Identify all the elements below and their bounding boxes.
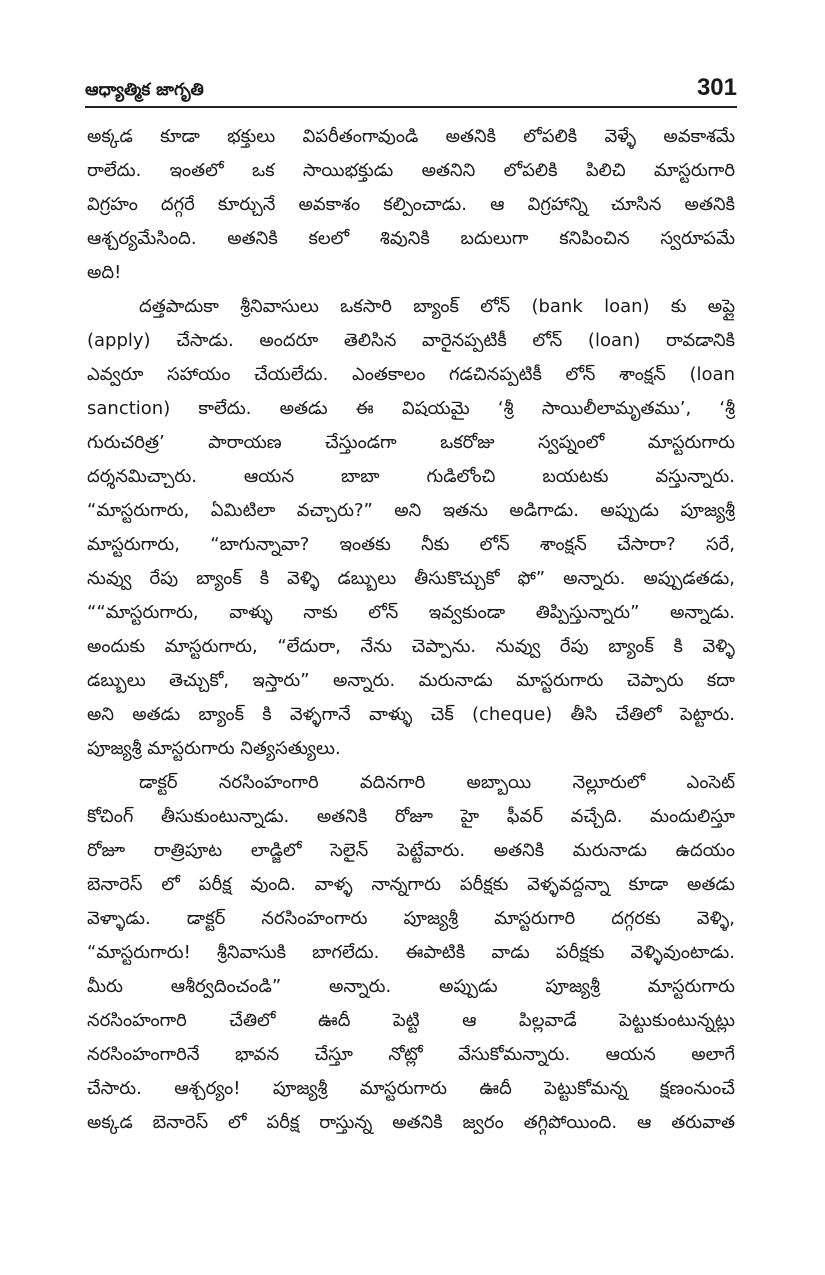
text-line: ““మాస్టరుగారు, వాళ్ళు నాకు లోన్ ఇవ్వకుండా తిప్పిస్తున్నారు” అన్నాడు.	[87, 602, 735, 623]
text-line: మాస్టరుగారు, “బాగున్నావా? ఇంతకు నీకు లోన్ శాంక్షన్ చేసారా? సరే,	[87, 534, 735, 555]
text-line: బెనారెస్ లో పరీక్ష వుంది. వాళ్ళ నాన్నగారు పరీక్షకు వెళ్ళవద్దన్నా కూడా అతడు	[87, 874, 735, 895]
text-line: డాక్టర్ నరసింహంగారి వదినగారి అబ్బాయి నెల్లూరులో ఎంసెట్	[139, 772, 735, 793]
text-line: డబ్బులు తెచ్చుకో, ఇస్తారు” అన్నారు. మరునాడు మాస్టరుగారు చెప్పారు కదా	[87, 670, 735, 691]
header-rule	[85, 106, 737, 108]
text-line: “మాస్టరుగారు! శ్రీనివాసుకి బాగలేదు. ఈపాటికి వాడు పరీక్షకు వెళ్ళివుంటాడు.	[87, 942, 735, 963]
text-line: నరసింహంగారినే భావన చేస్తూ నోట్లో వేసుకోమన్నారు. ఆయన అలాగే	[87, 1044, 735, 1065]
body-text	[87, 120, 735, 1140]
text-line: వెళ్ళాడు. డాక్టర్ నరసింహంగారు పూజ్యశ్రీ మాస్టరుగారి దగ్గరకు వెళ్ళి,	[87, 908, 735, 929]
text-line: నరసింహంగారి చేతిలో ఊదీ పెట్టి ఆ పిల్లవాడే పెట్టుకుంటున్నట్లు	[87, 1010, 735, 1031]
text-line: కోచింగ్ తీసుకుంటున్నాడు. అతనికి రోజూ హై ఫీవర్ వచ్చేది. మందులిస్తూ	[87, 806, 735, 827]
text-line: అందుకు మాస్టరుగారు, “లేదురా, నేను చెప్పాను. నువ్వు రేపు బ్యాంక్ కి వెళ్ళి	[87, 636, 735, 657]
text-line: దర్శనమిచ్చారు. ఆయన బాబా గుడిలోంచి బయటకు వస్తున్నారు.	[87, 466, 735, 487]
text-line: ఎవ్వరూ సహాయం చేయలేదు. ఎంతకాలం గడచినప్పటికీ లోన్ శాంక్షన్ (loan	[87, 364, 735, 385]
text-line: చేసారు. ఆశ్చర్యం! పూజ్యశ్రీ మాస్టరుగారు ఊదీ పెట్టుకోమన్న క్షణంనుంచే	[87, 1078, 735, 1099]
text-line: మీరు ఆశీర్వదించండి” అన్నారు. అప్పుడు పూజ్యశ్రీ మాస్టరుగారు	[87, 976, 735, 997]
text-line: అని అతడు బ్యాంక్ కి వెళ్ళగానే వాళ్ళు చెక్ (cheque) తీసి చేతిలో పెట్టారు.	[87, 704, 735, 725]
text-line: “మాస్టరుగారు, ఏమిటిలా వచ్చారు?” అని ఇతను అడిగాడు. అప్పుడు పూజ్యశ్రీ	[87, 500, 735, 521]
text-line: విగ్రహం దగ్గరే కూర్చునే అవకాశం కల్పించాడు. ఆ విగ్రహాన్ని చూసిన అతనికి	[87, 194, 735, 215]
text-line: గురుచరిత్ర’ పారాయణ చేస్తుండగా ఒకరోజు స్వప్నంలో మాస్టరుగారు	[87, 432, 735, 453]
text-line: రాలేదు. ఇంతలో ఒక సాయిభక్తుడు అతనిని లోపలికి పిలిచి మాస్టరుగారి	[87, 160, 735, 181]
text-line: అక్కడ కూడా భక్తులు విపరీతంగావుండి అతనికి లోపలికి వెళ్ళే అవకాశమే	[87, 126, 735, 147]
text-line: అది!	[87, 262, 122, 283]
text-line: నువ్వు రేపు బ్యాంక్ కి వెళ్ళి డబ్బులు తీసుకొచ్చుకో ఫో” అన్నారు. అప్పుడతడు,	[87, 568, 735, 589]
text-line: పూజ్యశ్రీ మాస్టరుగారు నిత్యసత్యులు.	[87, 738, 341, 759]
text-line: ఆశ్చర్యమేసింది. అతనికి కలలో శివునికి బదులుగా కనిపించిన స్వరూపమే	[87, 228, 735, 249]
text-line: అక్కడ బెనారెస్ లో పరీక్ష రాస్తున్న అతనికి జ్వరం తగ్గిపోయింది. ఆ తరువాత	[87, 1112, 735, 1133]
text-line: దత్తపాదుకా శ్రీనివాసులు ఒకసారి బ్యాంక్ లోన్ (bank loan) కు అప్లై	[139, 296, 735, 317]
text-line: (apply) చేసాడు. అందరూ తెలిసిన వారైనప్పటికీ లోన్ (loan) రావడానికి	[87, 330, 735, 351]
page-number: 301	[696, 74, 737, 101]
text-line: sanction) కాలేదు. అతడు ఈ విషయమై ‘శ్రీ సాయిలీలామృతము’, ‘శ్రీ	[87, 398, 735, 419]
text-line: రోజూ రాత్రిపూట లాడ్జిలో సెలైన్ పెట్టేవారు. అతనికి మరునాడు ఉదయం	[87, 840, 735, 861]
running-title: ఆధ్యాత్మిక జాగృతి	[85, 80, 204, 100]
page-header	[85, 74, 737, 104]
